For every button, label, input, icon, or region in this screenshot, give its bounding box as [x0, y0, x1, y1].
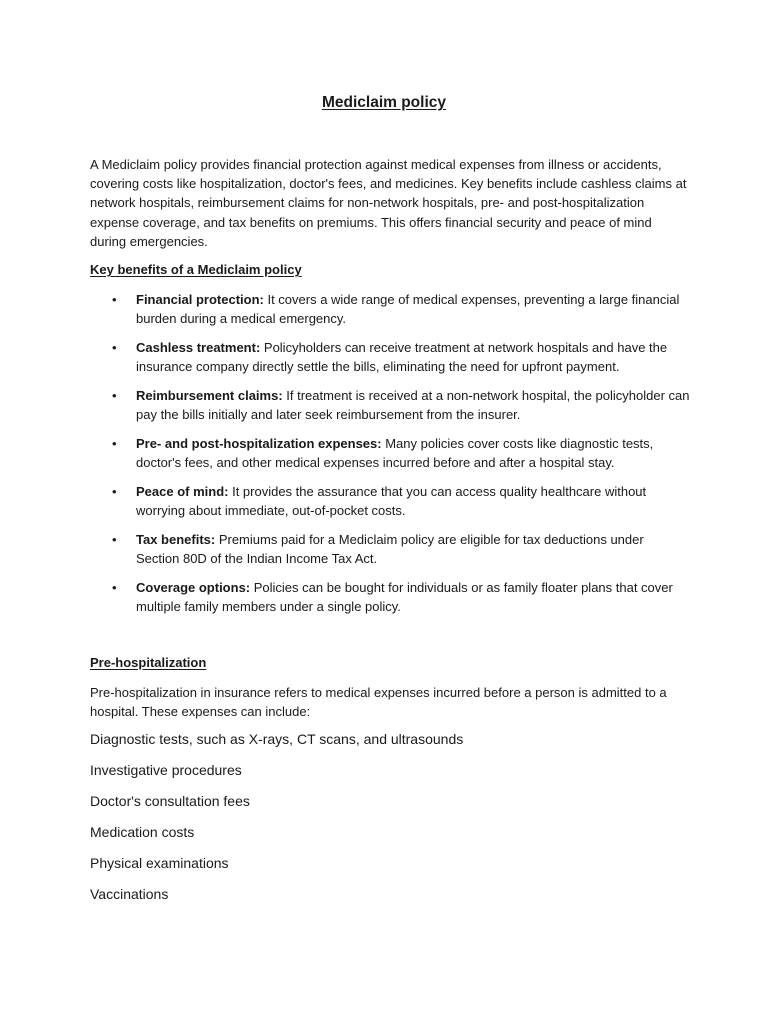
bullet-icon: •: [112, 484, 117, 499]
benefit-text: Policyholders can receive treatment at network hospitals and have the insurance company directly settle the bills, eliminating the need for upfront payment.: [136, 340, 668, 375]
list-item: [90, 290, 690, 328]
list-item: [90, 578, 690, 616]
list-item: Vaccinations: [90, 886, 169, 902]
list-item: Medication costs: [90, 824, 195, 840]
benefit-text: Many policies cover costs like diagnostic tests, doctor's fees, and other medical expenses incurred before and after a hospital stay.: [136, 436, 654, 471]
benefit-text: If treatment is received at a non-network hospital, the policyholder can pay the bills initially and later seek reimbursement from the insurer.: [136, 388, 690, 423]
list-item: Diagnostic tests, such as X-rays, CT scans, and ultrasounds: [90, 731, 464, 747]
bullet-icon: •: [112, 388, 117, 403]
benefit-text: It covers a wide range of medical expenses, preventing a large financial burden during a medical emergency.: [136, 292, 680, 327]
intro-paragraph: A Mediclaim policy provides financial protection against medical expenses from illness or accidents, covering costs like hospitalization, doctor's fees, and medicines. Key benefits include cashless claims at network hospitals, reimbursement claims for non-network hospitals, pre- and post-hospitalization expense coverage, and tax benefits on premiums. This offers financial security and peace of mind during emergencies.: [90, 157, 687, 249]
document-title: Mediclaim policy: [321, 94, 447, 111]
benefit-term: Pre- and post-hospitalization expenses:: [136, 436, 382, 451]
pre-hospitalization-expense-list: [90, 730, 690, 916]
benefit-text: Premiums paid for a Mediclaim policy are eligible for tax deductions under Section 80D of the Indian Income Tax Act.: [136, 532, 644, 567]
benefits-list: [90, 290, 690, 626]
benefit-term: Coverage options:: [136, 580, 251, 595]
benefit-term: Tax benefits:: [136, 532, 216, 547]
benefit-text: It provides the assurance that you can access quality healthcare without worrying about immediate, out-of-pocket costs.: [136, 484, 647, 519]
list-item: [90, 434, 690, 472]
benefits-heading: Key benefits of a Mediclaim policy: [90, 262, 302, 277]
list-item: [90, 386, 690, 424]
list-item: Physical examinations: [90, 855, 229, 871]
benefit-term: Peace of mind:: [136, 484, 229, 499]
list-item: [90, 482, 690, 520]
bullet-icon: •: [112, 436, 117, 451]
bullet-icon: •: [112, 532, 117, 547]
list-item: Doctor's consultation fees: [90, 793, 250, 809]
bullet-icon: •: [112, 580, 117, 595]
benefit-text: Policies can be bought for individuals or as family floater plans that cover multiple family members under a single policy.: [136, 580, 673, 615]
benefit-term: Financial protection:: [136, 292, 264, 307]
pre-hospitalization-intro: Pre-hospitalization in insurance refers to medical expenses incurred before a person is admitted to a hospital. These expenses can include:: [90, 685, 667, 720]
benefit-term: Cashless treatment:: [136, 340, 261, 355]
list-item: [90, 530, 690, 568]
bullet-icon: •: [112, 340, 117, 355]
list-item: [90, 338, 690, 376]
bullet-icon: •: [112, 292, 117, 307]
list-item: Investigative procedures: [90, 762, 242, 778]
pre-hospitalization-heading: Pre-hospitalization: [90, 655, 207, 670]
benefit-term: Reimbursement claims:: [136, 388, 283, 403]
